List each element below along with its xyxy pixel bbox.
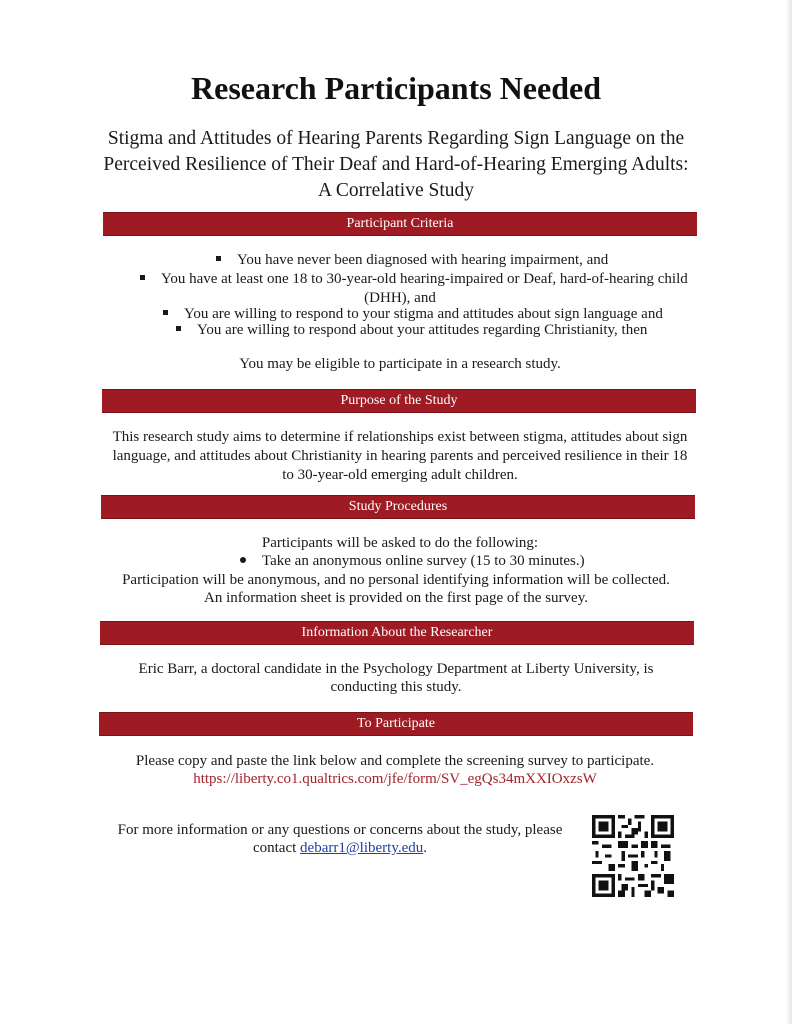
bullet-dot-icon	[240, 557, 246, 563]
bullet-square-icon	[163, 310, 168, 315]
section-header-purpose: Purpose of the Study	[102, 389, 696, 413]
section-header-procedures: Study Procedures	[101, 495, 695, 519]
participate-instructions: Please copy and paste the link below and complete the screening survey to participate.	[135, 753, 655, 769]
section-header-participate: To Participate	[99, 712, 693, 736]
purpose-line: language, and attitudes about Christianity in hearing parents and perceived resilience in their 18	[112, 448, 688, 464]
bullet-square-icon	[216, 256, 221, 261]
bullet-square-icon	[176, 326, 181, 331]
bullet-square-icon	[140, 275, 145, 280]
procedures-bullet: Take an anonymous online survey (15 to 30 minutes.)	[240, 552, 585, 571]
section-header-researcher: Information About the Researcher	[100, 621, 694, 645]
survey-link-text[interactable]: https://liberty.co1.qualtrics.com/jfe/form/SV_egQs34mXXIOxzsW	[193, 771, 597, 787]
procedures-anonymity: Participation will be anonymous, and no personal identifying information will be collected.	[122, 572, 670, 588]
purpose-text	[100, 428, 700, 485]
criteria-item-2-continued: (DHH), and	[364, 290, 436, 306]
purpose-line: to 30-year-old emerging adult children.	[282, 467, 518, 483]
contact-email-link[interactable]: debarr1@liberty.edu	[300, 840, 424, 856]
purpose-line: This research study aims to determine if relationships exist between stigma, attitudes about sign	[112, 429, 688, 445]
page-title: Research Participants Needed	[191, 70, 601, 106]
criteria-item-1: You have never been diagnosed with hearing impairment, and	[216, 251, 608, 270]
section-header-criteria: Participant Criteria	[103, 212, 697, 236]
eligibility-text: You may be eligible to participate in a research study.	[239, 356, 561, 372]
qr-code-icon	[592, 815, 674, 897]
researcher-line-2: conducting this study.	[330, 679, 462, 695]
criteria-item-2: You have at least one 18 to 30-year-old hearing-impaired or Deaf, hard-of-hearing child	[140, 270, 688, 289]
researcher-line-1: Eric Barr, a doctoral candidate in the Psychology Department at Liberty University, is	[138, 661, 654, 677]
page-edge-shadow	[786, 0, 792, 1024]
procedures-info-sheet: An information sheet is provided on the first page of the survey.	[204, 590, 588, 606]
criteria-item-4: You are willing to respond about your attitudes regarding Christianity, then	[176, 321, 647, 340]
study-subtitle: Stigma and Attitudes of Hearing Parents Regarding Sign Language on the Perceived Resilience of Their Deaf and Hard-of-Hearing Emerging Adults: A Correlative Study	[103, 128, 689, 201]
criteria-item-3: You are willing to respond to your stigma and attitudes about sign language and	[163, 305, 663, 324]
contact-line-1: For more information or any questions or concerns about the study, please	[117, 822, 563, 838]
procedures-intro: Participants will be asked to do the following:	[261, 535, 539, 551]
contact-line-2: contact debarr1@liberty.edu.	[252, 840, 428, 856]
survey-link[interactable]	[95, 770, 695, 789]
